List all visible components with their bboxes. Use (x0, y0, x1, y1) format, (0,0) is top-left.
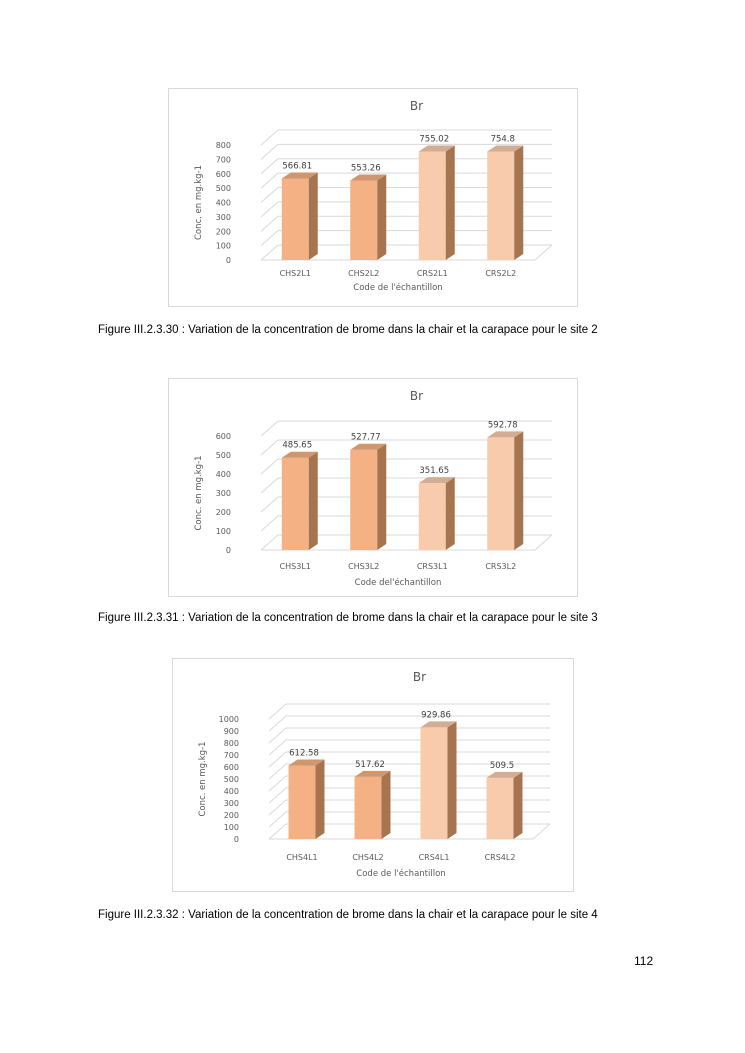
y-tick-label: 800 (223, 739, 239, 748)
y-tick-label: 1000 (218, 715, 239, 724)
gridline-side (261, 459, 278, 474)
gridline-side (269, 764, 286, 779)
x-tick-label: CRS2L1 (416, 269, 448, 278)
bar-side (377, 444, 386, 550)
bar-side (446, 145, 455, 260)
x-tick-label: CRS2L2 (485, 269, 517, 278)
gridline-side (269, 740, 286, 755)
y-tick-label: 200 (215, 227, 231, 237)
data-label: 517.62 (355, 759, 385, 770)
gridline-side (261, 173, 278, 188)
x-tick-label: CHS2L1 (279, 269, 311, 278)
x-axis-label: Code de l'échantillon (353, 283, 443, 293)
chart-3 (172, 658, 574, 892)
data-label: 754.8 (490, 134, 515, 145)
x-tick-label: CRS4L1 (418, 853, 450, 862)
data-label: 755.02 (419, 134, 450, 145)
y-tick-label: 500 (223, 775, 239, 784)
gridline-side (269, 704, 286, 719)
data-label: 592.78 (487, 420, 518, 431)
data-label: 566.81 (282, 161, 313, 172)
chart-3-svg (173, 659, 575, 893)
bar-side (382, 771, 391, 839)
y-tick-label: 700 (223, 751, 239, 760)
data-label: 553.26 (350, 163, 381, 174)
bar-front (421, 727, 448, 839)
y-tick-label: 200 (215, 508, 231, 517)
gridline-side (261, 497, 278, 512)
bar-side (514, 772, 523, 839)
chart-2-svg (169, 379, 579, 598)
gridline-side (261, 421, 278, 436)
gridline-side (261, 130, 278, 145)
gridline-side (269, 716, 286, 731)
y-axis-label: Conc. en mg.kg-1 (194, 455, 204, 531)
x-tick-label: CRS3L1 (416, 562, 448, 571)
gridline-side (261, 144, 278, 159)
gridline-side (269, 824, 286, 839)
y-tick-label: 400 (215, 198, 231, 208)
bar-front (282, 179, 309, 260)
y-tick-label: 400 (223, 787, 239, 796)
x-tick-label: CRS4L2 (484, 853, 516, 862)
bar-front (350, 450, 377, 550)
y-tick-label: 600 (223, 763, 239, 772)
gridline-side (269, 800, 286, 815)
chart-1-svg (169, 89, 579, 308)
figure-caption-3: Figure III.2.3.32 : Variation de la concentration de brome dans la chair et la carapace pour le site 4 (98, 909, 598, 921)
x-axis-label: Code de l'échantillon (356, 869, 446, 879)
gridline-side (261, 159, 278, 174)
bar-side (448, 721, 457, 839)
y-tick-label: 300 (223, 799, 239, 808)
x-tick-label: CHS4L2 (352, 853, 384, 862)
gridline-side (269, 728, 286, 743)
chart-title: Br (412, 670, 427, 684)
bar-front (350, 180, 377, 260)
y-tick-label: 300 (215, 212, 231, 222)
bar-front (487, 437, 514, 550)
gridline-side (269, 776, 286, 791)
chart-title: Br (409, 389, 424, 403)
y-tick-label: 0 (233, 835, 239, 844)
floor-side-line (535, 245, 552, 260)
gridline-side (261, 245, 278, 260)
y-tick-label: 500 (215, 184, 231, 194)
chart-2 (168, 378, 578, 597)
y-axis-label: Conc. en mg.kg-1 (198, 741, 208, 817)
bar-side (309, 452, 318, 550)
x-tick-label: CRS3L2 (485, 562, 517, 571)
gridline-side (269, 788, 286, 803)
data-label: 527.77 (350, 432, 381, 443)
bar-side (316, 759, 325, 839)
bar-front (487, 778, 514, 839)
bar-front (419, 483, 446, 550)
bar-front (355, 777, 382, 839)
y-tick-label: 800 (215, 141, 231, 150)
y-tick-label: 200 (223, 811, 239, 820)
gridline-side (261, 535, 278, 550)
gridline-side (261, 478, 278, 493)
y-tick-label: 700 (215, 155, 231, 165)
figure-caption-1: Figure III.2.3.30 : Variation de la concentration de brome dans la chair et la carapace pour le site 2 (98, 324, 598, 336)
figure-caption-2: Figure III.2.3.31 : Variation de la concentration de brome dans la chair et la carapace pour le site 3 (98, 612, 598, 624)
floor-side-line (533, 824, 550, 839)
chart-title: Br (409, 99, 424, 113)
y-tick-label: 100 (215, 241, 231, 251)
data-label: 351.65 (419, 466, 450, 477)
y-tick-label: 0 (225, 256, 231, 265)
y-tick-label: 600 (215, 169, 231, 179)
bar-front (419, 151, 446, 260)
bar-side (514, 431, 523, 550)
data-label: 485.65 (282, 440, 313, 451)
x-tick-label: CHS3L1 (279, 562, 311, 571)
data-label: 929.86 (421, 710, 451, 721)
bar-front (289, 765, 316, 839)
bar-front (282, 458, 309, 550)
y-tick-label: 400 (215, 470, 231, 479)
bar-side (514, 145, 523, 260)
y-axis-label: Conc. en mg.kg-1 (194, 164, 204, 241)
x-tick-label: CHS3L2 (348, 562, 380, 571)
gridline-side (261, 202, 278, 217)
y-tick-label: 900 (223, 727, 239, 736)
bar-side (309, 173, 318, 260)
gridline-side (261, 216, 278, 231)
chart-1 (168, 88, 578, 307)
gridline-side (261, 188, 278, 203)
x-axis-label: Code del'échantillon (354, 578, 442, 588)
gridline-side (261, 231, 278, 246)
bar-side (446, 477, 455, 550)
gridline-side (261, 440, 278, 455)
data-label: 509.5 (489, 760, 515, 771)
y-tick-label: 500 (215, 451, 231, 460)
data-label: 612.58 (289, 748, 319, 759)
y-tick-label: 600 (215, 432, 231, 441)
page-number: 112 (634, 954, 654, 968)
gridline-side (261, 516, 278, 531)
bar-front (487, 151, 514, 260)
x-tick-label: CHS4L1 (286, 853, 318, 862)
y-tick-label: 0 (225, 546, 231, 555)
gridline-side (269, 752, 286, 767)
gridline-side (269, 812, 286, 827)
bar-side (377, 174, 386, 260)
y-tick-label: 100 (223, 823, 239, 832)
floor-side-line (535, 535, 552, 550)
y-tick-label: 100 (215, 527, 231, 536)
x-tick-label: CHS2L2 (348, 269, 380, 278)
y-tick-label: 300 (215, 489, 231, 498)
